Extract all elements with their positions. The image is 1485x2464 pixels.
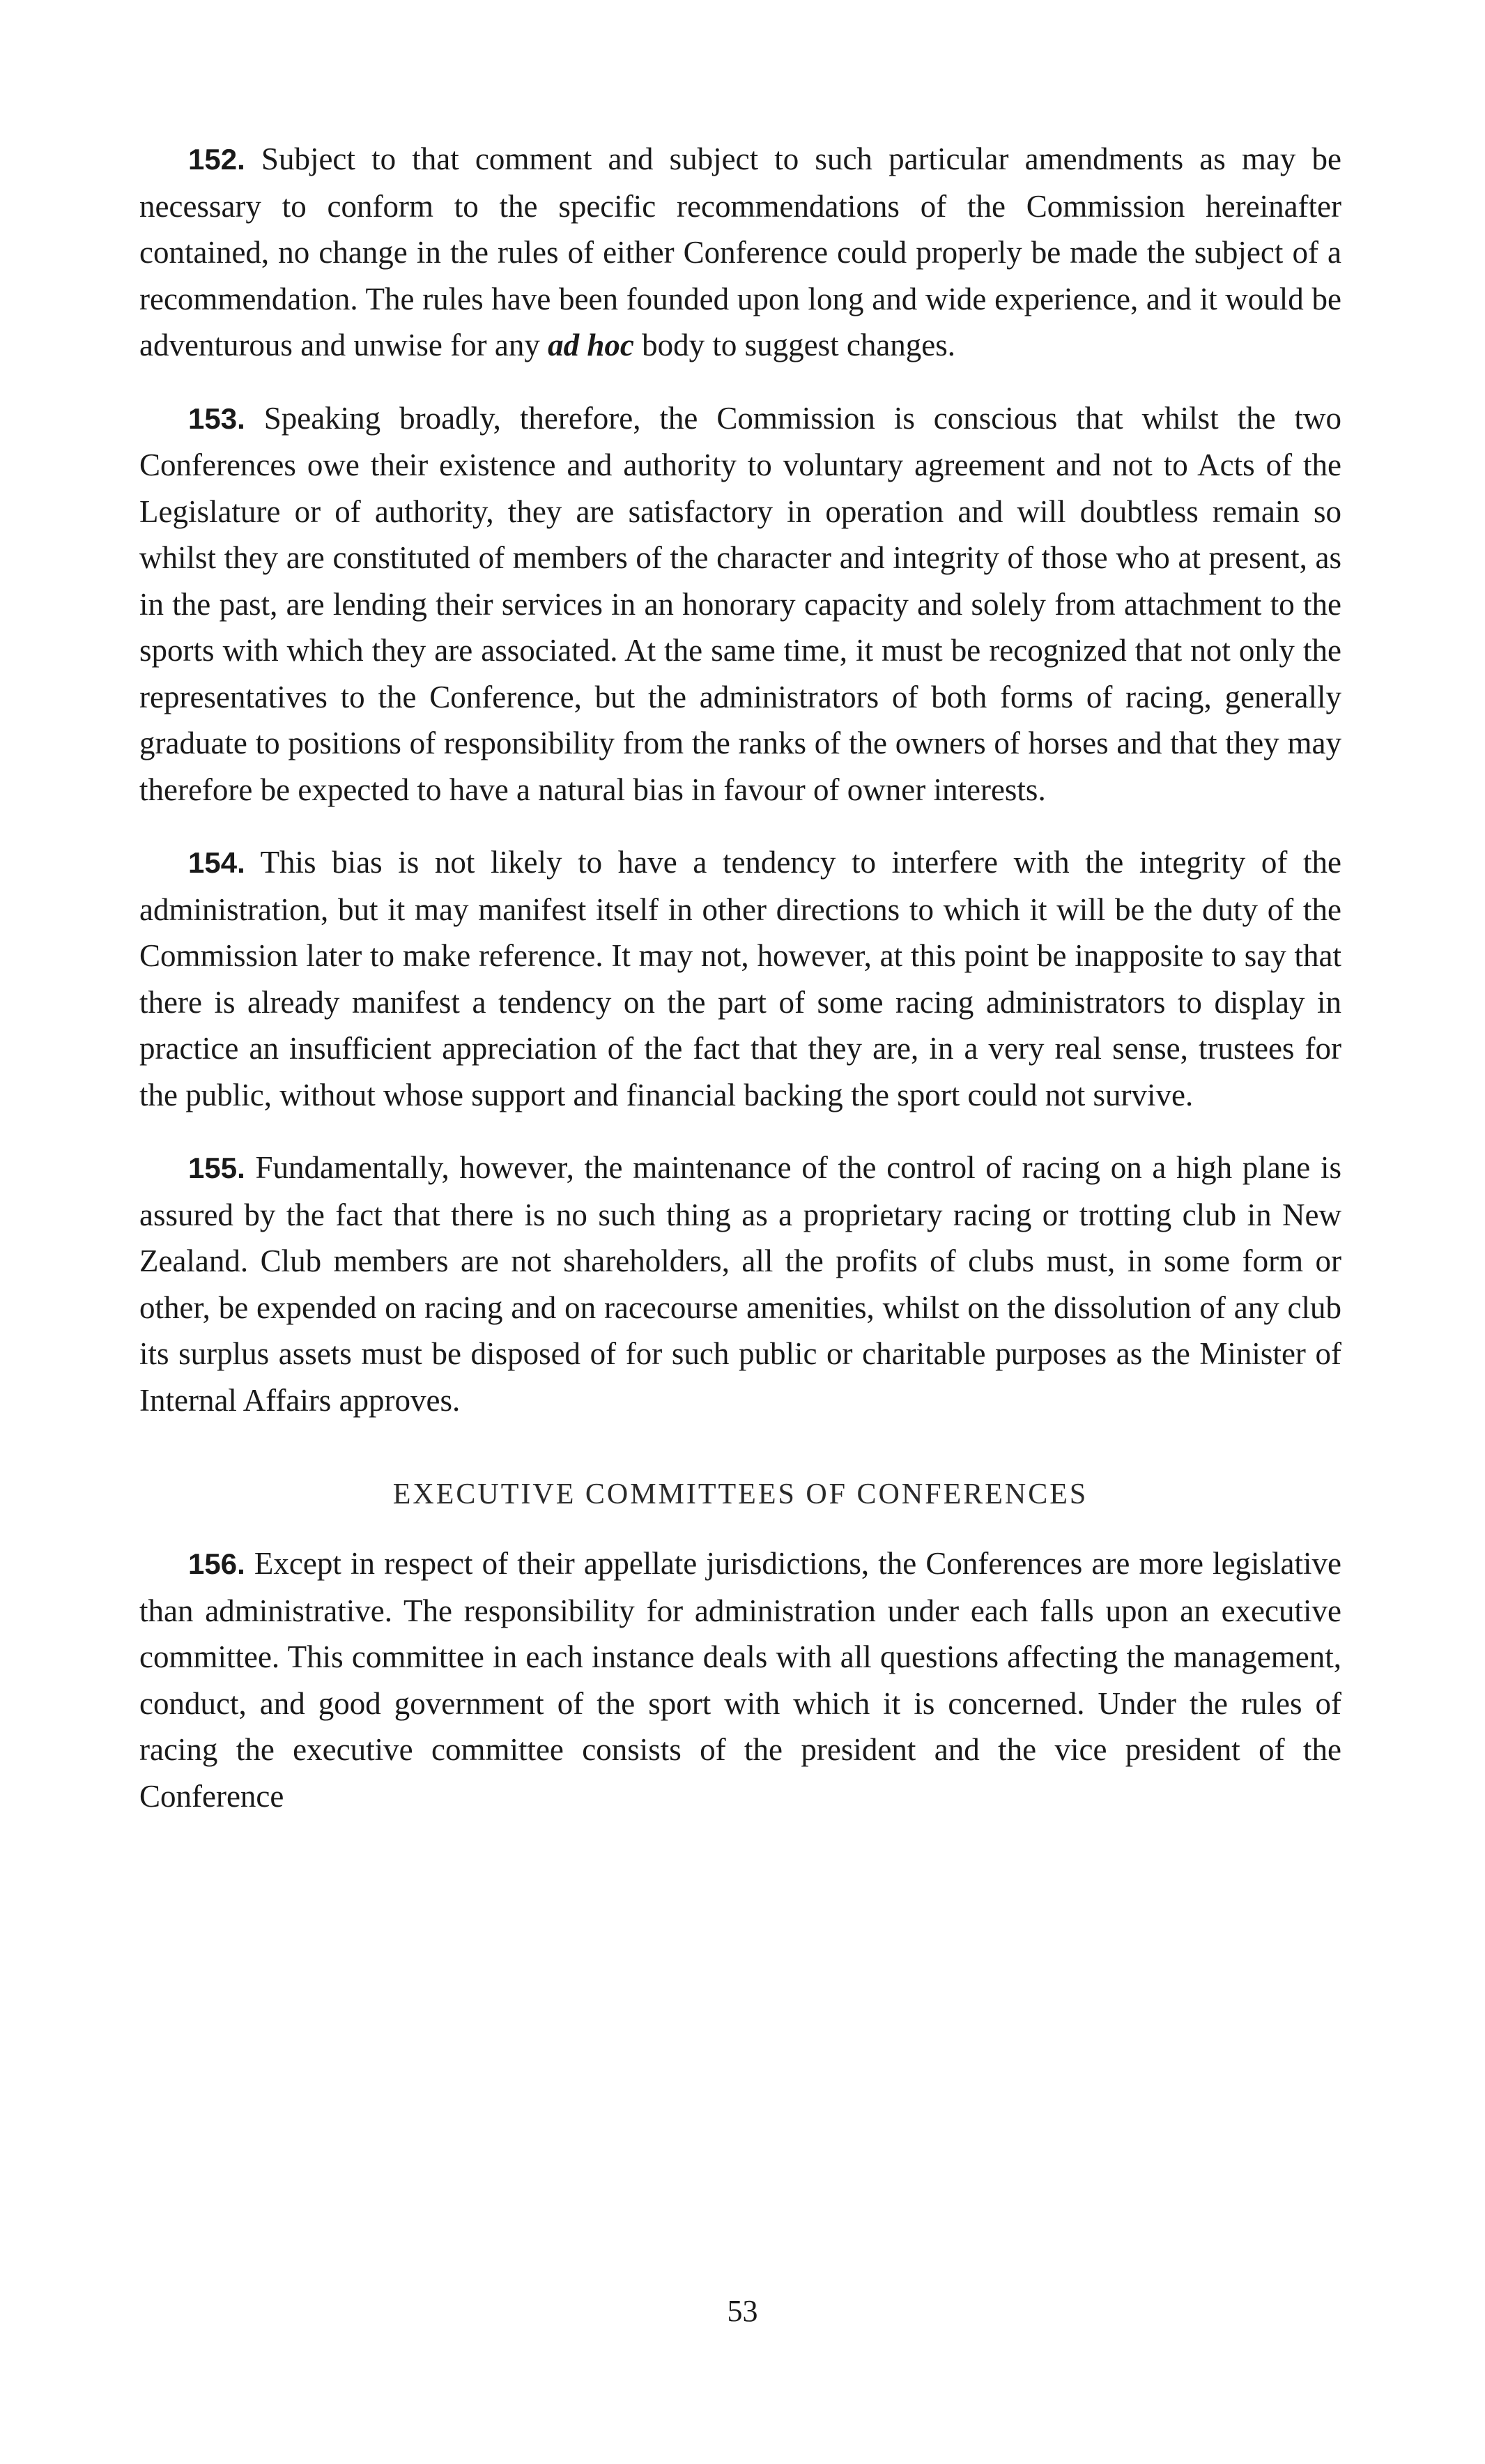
page-number: 53 (727, 2294, 758, 2328)
paragraph-text: Speaking broadly, therefore, the Commission is conscious that whilst the two Conferences owe their existence and authority to voluntary agreement and not to Acts of the Legislature or of authority, they are satisfactory in operation and will doubtless remain so whilst they are constituted of members of the character and integrity of those who at present, as in the past, are lending their services in an honorary capacity and solely from attachment to the sports with which they are associated. At the same time, it must be recognized that not only the representatives to the Conference, but the administrators of both forms of racing, generally graduate to positions of responsibility from the ranks of the owners of horses and that they may therefore be expected to have a natural bias in favour of owner interests. (139, 400, 1342, 807)
paragraph-text (139, 141, 1341, 362)
paragraph-156 (139, 1540, 1341, 1819)
paragraph-155 (139, 1145, 1341, 1423)
paragraph-number: 154. (188, 846, 245, 879)
paragraph-number: 153. (188, 401, 245, 435)
paragraph-text: This bias is not likely to have a tendency to interfere with the integrity of the administration, but it may manifest itself in other directions to which it will be the duty of the Commission later to make reference. It may not, however, at this point be inapposite to say that there is already manifest a tendency on the part of some racing administrators to display in practice an insufficient appreciation of the fact that they are, in a very real sense, trustees for the public, without whose support and financial backing the sport could not survive. (139, 845, 1342, 1112)
paragraph-number: 155. (188, 1151, 245, 1184)
section-heading: EXECUTIVE COMMITTEES OF CONFERENCES (392, 1478, 1088, 1510)
paragraph-text-part: body to suggest changes. (642, 328, 956, 362)
page-content (139, 136, 1341, 1846)
paragraph-text-part: Subject to that comment and subject to such particular amendments as may be necessary to conform to the specific recommendations of the Commission hereinafter contained, no change in the rules of either Conference could properly be made the subject of a recommendation. The rules have been founded upon long and wide experience, and it would be adventurous and unwise for any (139, 141, 1342, 362)
paragraph-152 (139, 136, 1341, 369)
paragraph-text: Fundamentally, however, the maintenance of the control of racing on a high plane is assured by the fact that there is no such thing as a proprietary racing or trotting club in New Zealand. Club members are not shareholders, all the profits of clubs must, in some form or other, be expended on racing and on racecourse amenities, whilst on the dissolution of any club its surplus assets must be disposed of for such public or charitable purposes as the Minister of Internal Affairs approves. (139, 1150, 1342, 1418)
paragraph-153 (139, 395, 1341, 813)
paragraph-number: 156. (188, 1547, 245, 1580)
italic-phrase: ad hoc (548, 328, 634, 362)
paragraph-154 (139, 839, 1341, 1118)
paragraph-text: Except in respect of their appellate jurisdictions, the Conferences are more legislative than administrative. The responsibility for administration under each falls upon an executive committee. This committee in each instance deals with all questions affecting the management, conduct, and good government of the sport with which it is concerned. Under the rules of racing the executive committee consists of the president and the vice president of the Conference (139, 1546, 1342, 1814)
paragraph-number: 152. (188, 143, 245, 176)
